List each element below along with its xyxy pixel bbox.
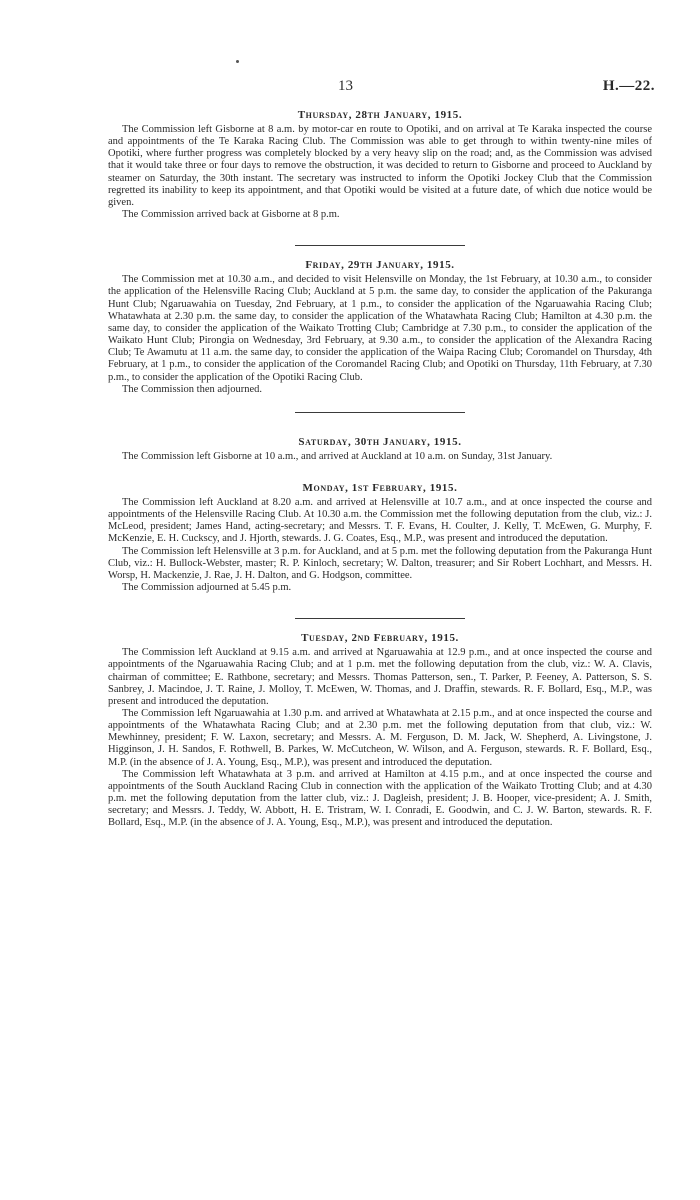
entry-paragraph: The Commission left Ngaruawahia at 1.30 p.m. and arrived at Whatawhata at 2.15 p.m., and at once inspected the course and appointments of the Whatawhata Racing Club; and at 2.30 p.m. met the following deputation from that club, viz.: W. Mewhinney, president; F. W. Laxon, secretary; and Messrs. A. M. Ferguson, D. M. Jack, W. Shepherd, A. Livingstone, J. Higginson, J. H. Sandos, F. Rothwell, B. Parkes, W. McCutcheon, W. Wilson, and A. Ferguson, stewards. R. F. Bollard, Esq., M.P. (in the absence of J. A. Young, Esq., M.P.), was present and introduced the deputation. [108,708,652,768]
diary-entry [108,258,652,396]
entry-paragraph: The Commission left Gisborne at 8 a.m. by motor-car en route to Opotiki, and on arrival at Te Karaka inspected the course and appointments of the Te Karaka Racing Club. The Commission was able to get through to within twenty-nine miles of Opotiki, where further progress was completely blocked by a very heavy slip on the road; and, as the Commission was advised that it would take three or four days to remove the obstruction, it was decided to return to Gisborne and proceed to Auckland by steamer on Saturday, the 30th instant. The secretary was instructed to inform the Opotiki Jockey Club that the Commission regretted its inability to keep its appointment, and that Opotiki would be visited at a future date, of which due notice would be given. [108,124,652,208]
entry-paragraph: The Commission met at 10.30 a.m., and decided to visit Helensville on Monday, the 1st February, at 10.30 a.m., to consider the application of the Helensville Racing Club; Auckland at 5 p.m. the same day, to consider the application of the Pakuranga Hunt Club; Ngaruawahia on Tuesday, 2nd February, at 1 p.m., to consider the application of the Ngaruawahia Racing Club; Whatawhata at 2.30 p.m. the same day, to consider the application of the Whatawhata Racing Club; Hamilton at 4.30 p.m. the same day, to consider the application of the Waikato Trotting Club; Cambridge at 7.30 p.m., to consider the application of the Waikato Hunt Club; Pirongia on Wednesday, 3rd February, at 9.30 a.m., to consider the application of the Alexandra Racing Club; Te Awamutu at 11 a.m. the same day, to consider the application of the Waipa Racing Club; Coromandel on Thursday, 4th February, at 1 p.m., to consider the application of the Coromandel Racing Club; and Opotiki on Thursday, 11th February, at 7.30 p.m., to consider the application of the Opotiki Racing Club. [108,274,652,383]
entry-paragraph: The Commission left Auckland at 9.15 a.m. and arrived at Ngaruawahia at 12.9 p.m., and at once inspected the course and appointments of the Ngaruawahia Racing Club; and at 1 p.m. met the following deputation from the club, viz.: W. A. Clavis, chairman of committee; E. Rathbone, secretary; and Messrs. Thomas Patterson, sen., T. Parker, P. Feeney, A. Patterson, S. S. Sanbrey, J. Macindoe, J. T. Raine, J. Molloy, T. McEwen, W. Thomas, and J. Draffin, stewards. R. F. Bollard, Esq., M.P., was present and introduced the deputation. [108,647,652,707]
entry-paragraph: The Commission left Auckland at 8.20 a.m. and arrived at Helensville at 10.7 a.m., and at once inspected the course and appointments of the Helensville Racing Club. At 10.30 a.m. the Commission met the following deputation from the club, viz.: J. McLeod, president; James Hand, acting-secretary; and Messrs. T. F. Evans, H. Coulter, J. Kelly, T. McEwen, G. Murphy, F. McKenzie, E. H. Cuckscy, and J. Hjorth, stewards. J. G. Coates, Esq., M.P., was present and introduced the deputation. [108,496,652,545]
scan-mark [236,60,239,63]
page-number: 13 [338,78,353,94]
entry-heading: Saturday, 30th January, 1915. [298,435,462,448]
entry-heading: Friday, 29th January, 1915. [305,259,455,272]
entry-heading: Thursday, 28th January, 1915. [297,109,463,121]
entry-heading: Monday, 1st February, 1915. [302,481,458,494]
document-body [108,108,652,830]
diary-entry [108,481,652,594]
entry-paragraph: The Commission arrived back at Gisborne at 8 p.m. [122,209,340,221]
diary-entry [108,631,652,829]
diary-entry [108,108,652,221]
entry-paragraph: The Commission left Helensville at 3 p.m. for Auckland, and at 5 p.m. met the following deputation from the Pakuranga Hunt Club, viz.: H. Bullock-Webster, master; R. P. Kinloch, secretary; W. Dalton, treasurer; and Sir Robert Lochhart, and Messrs. H. Worsp, H. Mackenzie, J. Rae, J. H. Dalton, and G. Hodgson, committee. [108,545,652,581]
paper-reference: H.—22. [602,78,655,94]
page-header [0,78,700,98]
entry-paragraph: The Commission left Gisborne at 10 a.m., and arrived at Auckland at 10 a.m. on Sunday, 31st January. [122,450,553,462]
diary-entry [108,435,652,463]
entry-heading: Tuesday, 2nd February, 1915. [301,632,459,645]
entry-paragraph: The Commission then adjourned. [122,383,262,395]
entry-paragraph: The Commission adjourned at 5.45 p.m. [122,582,292,594]
entry-paragraph: The Commission left Whatawhata at 3 p.m. and arrived at Hamilton at 4.15 p.m., and at once inspected the course and appointments of the South Auckland Racing Club in connection with the application of the Waikato Trotting Club; and at 4.30 p.m. met the following deputation from the latter club, viz.: J. Dagleish, president; J. B. Hooper, vice-president; A. J. Smith, secretary; and Messrs. J. Teddy, W. Abbott, H. E. Tristram, W. I. Conradi, E. Goodwin, and C. J. W. Barton, stewards. R. F. Bollard, Esq., M.P. (in the absence of J. A. Young, Esq., M.P.), was present and introduced the deputation. [108,768,652,829]
